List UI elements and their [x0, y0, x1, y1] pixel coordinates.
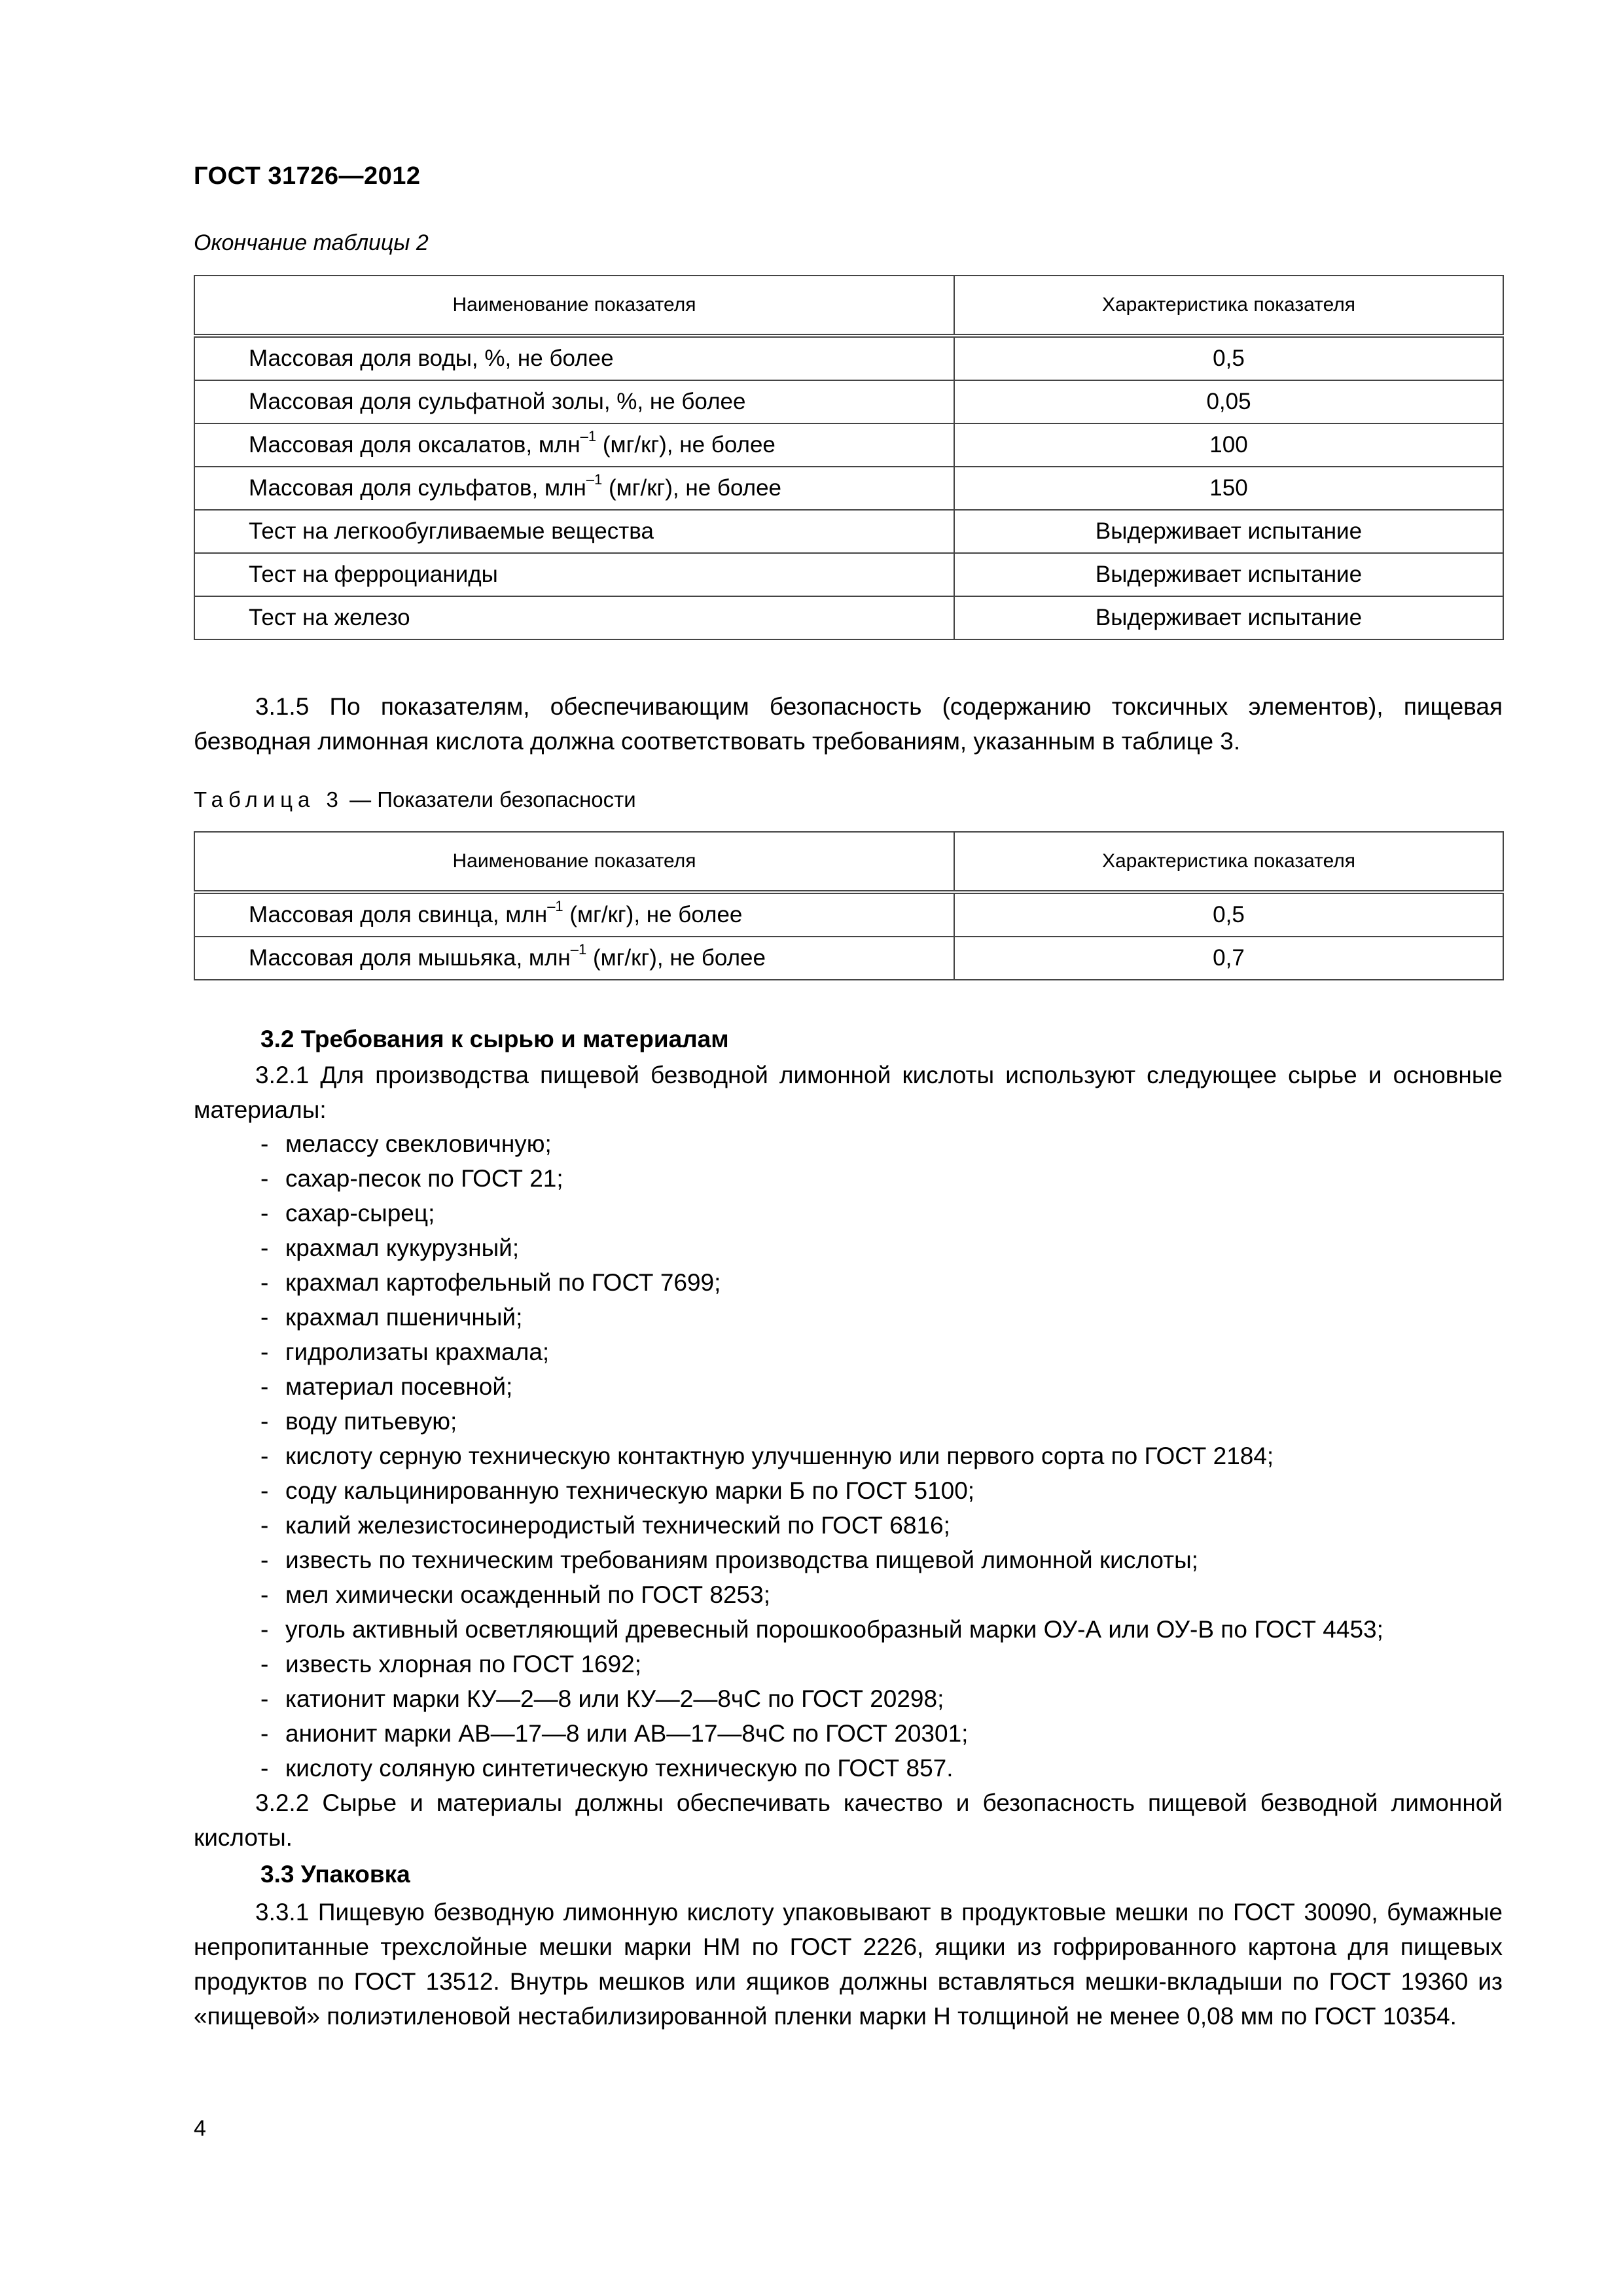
list-item [260, 1196, 1383, 1230]
list-dash: - [260, 1512, 269, 1539]
unit-exponent: –1 [580, 428, 597, 445]
table-3-caption [194, 787, 636, 812]
table-3-caption-label: Таблица 3 [194, 787, 344, 812]
list-item-text: катионит марки КУ—2—8 или КУ—2—8чС по ГОСТ 20298; [285, 1685, 944, 1712]
table-row [194, 892, 1503, 937]
table-row [194, 467, 1503, 510]
indicator-name: Тест на легкообугливаемые вещества [249, 518, 654, 544]
list-item [260, 1612, 1383, 1647]
list-item [260, 1473, 1383, 1508]
list-item-text: известь по техническим требованиям производства пищевой лимонной кислоты; [285, 1547, 1198, 1573]
indicator-value: 0,05 [954, 380, 1503, 423]
list-item-text: анионит марки АВ—17—8 или АВ—17—8чС по ГОСТ 20301; [285, 1720, 969, 1747]
table-3-caption-title: — Показатели безопасности [343, 787, 636, 812]
list-item-text: кислоту соляную синтетическую техническую по ГОСТ 857. [285, 1755, 954, 1782]
list-item-text: сахар-песок по ГОСТ 21; [285, 1165, 563, 1192]
unit-exponent: –1 [586, 471, 603, 488]
list-item [260, 1369, 1383, 1404]
indicator-value: Выдерживает испытание [954, 553, 1503, 596]
list-dash: - [260, 1269, 269, 1296]
indicator-value: 0,5 [954, 892, 1503, 937]
list-item-text: кислоту серную техническую контактную улучшенную или первого сорта по ГОСТ 2184; [285, 1443, 1274, 1469]
indicator-name-suffix: (мг/кг), не более [602, 475, 781, 501]
indicator-name-cell [194, 336, 954, 380]
list-dash: - [260, 1755, 269, 1782]
list-item-text: сахар-сырец; [285, 1200, 435, 1227]
indicator-name: Массовая доля мышьяка, млн [249, 945, 571, 971]
list-item-text: гидролизаты крахмала; [285, 1338, 550, 1365]
indicator-name-suffix: (мг/кг), не более [586, 945, 766, 971]
list-item-text: калий железистосинеродистый технический по ГОСТ 6816; [285, 1512, 950, 1539]
table-row [194, 553, 1503, 596]
table-2 [194, 275, 1504, 640]
indicator-name-cell [194, 937, 954, 980]
list-dash: - [260, 1651, 269, 1677]
list-item [260, 1577, 1383, 1612]
indicator-name-cell [194, 510, 954, 553]
list-item-text: крахмал картофельный по ГОСТ 7699; [285, 1269, 721, 1296]
indicator-name-cell [194, 553, 954, 596]
indicator-name-suffix: (мг/кг), не более [563, 902, 743, 927]
list-item [260, 1543, 1383, 1577]
list-item [260, 1335, 1383, 1369]
unit-exponent: –1 [570, 941, 587, 958]
list-dash: - [260, 1685, 269, 1712]
indicator-name: Тест на ферроцианиды [249, 562, 498, 587]
list-dash: - [260, 1720, 269, 1747]
indicator-name-cell [194, 596, 954, 639]
list-dash: - [260, 1443, 269, 1469]
indicator-name: Массовая доля свинца, млн [249, 902, 548, 927]
list-dash: - [260, 1616, 269, 1643]
table-header-row [194, 832, 1503, 892]
table-3-body [194, 892, 1503, 980]
list-dash: - [260, 1234, 269, 1261]
list-item-text: крахмал кукурузный; [285, 1234, 520, 1261]
list-item [260, 1508, 1383, 1543]
paragraph-3-3-1: 3.3.1 Пищевую безводную лимонную кислоту упаковывают в продуктовые мешки по ГОСТ 30090, бумажные непропитанные трехслойные мешки марки НМ по ГОСТ 2226, ящики из гофрированного картона для пищевых продуктов по ГОСТ 13512. Внутрь мешков или ящиков должны вставляться мешки-вкладыши по ГОСТ 19360 из «пищевой» полиэтиленовой нестабилизированной пленки марки Н толщиной не менее 0,08 мм по ГОСТ 10354. [194, 1899, 1503, 2030]
indicator-name: Массовая доля воды, %, не более [249, 346, 614, 371]
indicator-value: Выдерживает испытание [954, 510, 1503, 553]
column-header-name: Наименование показателя [194, 832, 954, 892]
indicator-name: Массовая доля оксалатов, млн [249, 432, 580, 457]
list-dash: - [260, 1165, 269, 1192]
list-dash: - [260, 1373, 269, 1400]
paragraph-3-1-5: 3.1.5 По показателям, обеспечивающим безопасность (содержанию токсичных элементов), пищевая безводная лимонная кислота должна соответствовать требованиям, указанным в таблице 3. [194, 693, 1503, 755]
section-3-2-heading: 3.2 Требования к сырью и материалам [260, 1026, 729, 1052]
list-dash: - [260, 1200, 269, 1227]
list-dash: - [260, 1304, 269, 1331]
materials-list [260, 1126, 1383, 1785]
list-item-text: крахмал пшеничный; [285, 1304, 523, 1331]
table-row [194, 380, 1503, 423]
table-row [194, 937, 1503, 980]
paragraph-3-2-1: 3.2.1 Для производства пищевой безводной лимонной кислоты используют следующее сырье и основные материалы: [194, 1062, 1503, 1123]
list-dash: - [260, 1547, 269, 1573]
table-row [194, 596, 1503, 639]
indicator-name-cell [194, 423, 954, 467]
indicator-name: Массовая доля сульфатной золы, %, не более [249, 389, 746, 414]
indicator-value: 150 [954, 467, 1503, 510]
column-header-value: Характеристика показателя [954, 832, 1503, 892]
indicator-name-cell [194, 467, 954, 510]
paragraph-3-2-2: 3.2.2 Сырье и материалы должны обеспечивать качество и безопасность пищевой безводной лимонной кислоты. [194, 1789, 1503, 1851]
column-header-name: Наименование показателя [194, 276, 954, 336]
column-header-value: Характеристика показателя [954, 276, 1503, 336]
list-dash: - [260, 1130, 269, 1157]
list-item-text: мел химически осажденный по ГОСТ 8253; [285, 1581, 770, 1608]
list-dash: - [260, 1408, 269, 1435]
indicator-name-suffix: (мг/кг), не более [596, 432, 776, 457]
list-item [260, 1716, 1383, 1751]
indicator-value: 100 [954, 423, 1503, 467]
list-item [260, 1681, 1383, 1716]
list-item-text: материал посевной; [285, 1373, 513, 1400]
section-3-3-heading: 3.3 Упаковка [260, 1861, 410, 1888]
table-header-row [194, 276, 1503, 336]
table-row [194, 423, 1503, 467]
indicator-name-cell [194, 892, 954, 937]
list-item [260, 1751, 1383, 1785]
list-item-text: уголь активный осветляющий древесный порошкообразный марки ОУ-А или ОУ-В по ГОСТ 4453; [285, 1616, 1383, 1643]
list-item-text: мелассу свекловичную; [285, 1130, 552, 1157]
list-item [260, 1230, 1383, 1265]
indicator-name: Массовая доля сульфатов, млн [249, 475, 586, 501]
indicator-value: Выдерживает испытание [954, 596, 1503, 639]
list-item [260, 1404, 1383, 1439]
table-3 [194, 831, 1504, 980]
list-item [260, 1265, 1383, 1300]
list-item-text: известь хлорная по ГОСТ 1692; [285, 1651, 642, 1677]
indicator-value: 0,5 [954, 336, 1503, 380]
list-item-text: воду питьевую; [285, 1408, 457, 1435]
list-dash: - [260, 1477, 269, 1504]
table-row [194, 510, 1503, 553]
list-item [260, 1300, 1383, 1335]
indicator-value: 0,7 [954, 937, 1503, 980]
list-dash: - [260, 1338, 269, 1365]
indicator-name-cell [194, 380, 954, 423]
list-item [260, 1161, 1383, 1196]
list-item-text: соду кальцинированную техническую марки Б по ГОСТ 5100; [285, 1477, 975, 1504]
list-dash: - [260, 1581, 269, 1608]
page-number: 4 [194, 2116, 206, 2141]
indicator-name: Тест на железо [249, 605, 410, 630]
list-item [260, 1126, 1383, 1161]
table-2-body [194, 336, 1503, 639]
table-2-caption: Окончание таблицы 2 [194, 230, 429, 255]
document-code: ГОСТ 31726—2012 [194, 162, 421, 190]
table-row [194, 336, 1503, 380]
unit-exponent: –1 [547, 898, 563, 915]
list-item [260, 1439, 1383, 1473]
list-item [260, 1647, 1383, 1681]
